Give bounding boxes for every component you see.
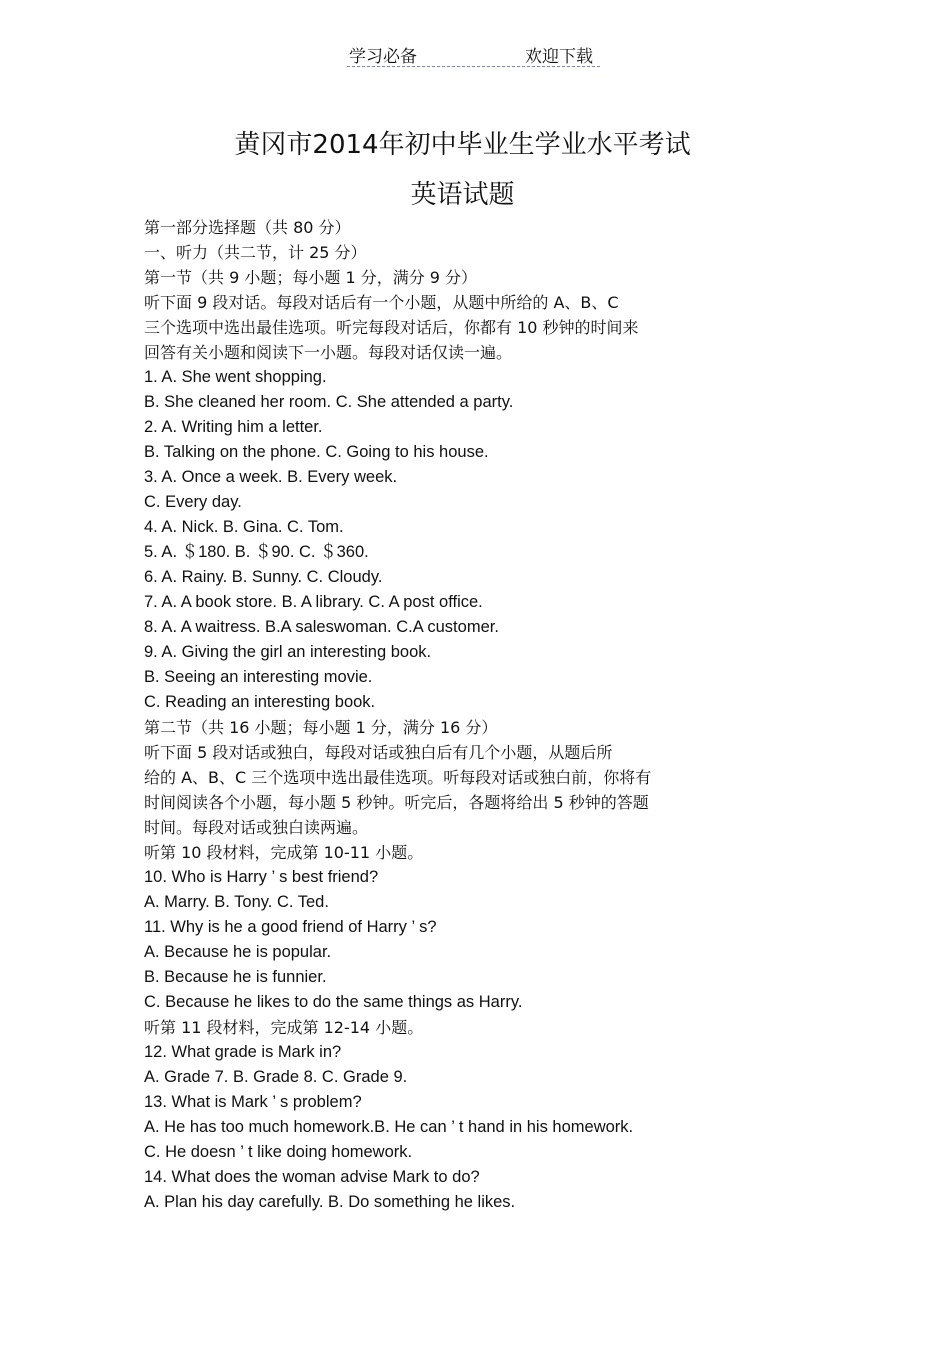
text-line: 12. What grade is Mark in? <box>144 1043 342 1061</box>
text-line: 3. A. Once a week. B. Every week. <box>144 468 398 486</box>
text-line: C. Every day. <box>144 493 242 511</box>
text-line: 回答有关小题和阅读下一小题。每段对话仅读一遍。 <box>144 343 513 362</box>
text-line: C. Reading an interesting book. <box>144 693 376 711</box>
text-line: 时间阅读各个小题，每小题 5 秒钟。听完后，各题将给出 5 秒钟的答题 <box>144 793 649 812</box>
text-line: 第一节（共 9 小题；每小题 1 分，满分 9 分） <box>144 268 478 287</box>
text-line: 9. A. Giving the girl an interesting book. <box>144 643 432 661</box>
text-line: 14. What does the woman advise Mark to do? <box>144 1168 480 1186</box>
text-line: 10. Who is Harry ’ s best friend? <box>144 868 379 886</box>
text-line: 给的 A、B、C 三个选项中选出最佳选项。听每段对话或独白前，你将有 <box>144 768 652 787</box>
text-line: 第一部分选择题（共 80 分） <box>144 218 351 237</box>
text-line: A. Marry. B. Tony. C. Ted. <box>144 893 329 911</box>
text-line: 4. A. Nick. B. Gina. C. Tom. <box>144 518 344 536</box>
exam-subtitle: 英语试题 <box>410 180 515 210</box>
exam-content <box>144 215 764 1215</box>
text-line: A. He has too much homework.B. He can ’ t hand in his homework. <box>144 1118 634 1136</box>
text-line: 6. A. Rainy. B. Sunny. C. Cloudy. <box>144 568 383 586</box>
text-line: 听第 10 段材料，完成第 10-11 小题。 <box>144 843 424 862</box>
text-line: 8. A. A waitress. B.A saleswoman. C.A customer. <box>144 618 499 636</box>
text-line: 11. Why is he a good friend of Harry ’ s? <box>144 918 437 936</box>
exam-title: 黄冈市2014年初中毕业生学业水平考试 <box>234 130 691 160</box>
text-line: 5. A. ＄180. B. ＄90. C. ＄360. <box>144 543 369 561</box>
text-line: A. Because he is popular. <box>144 943 332 961</box>
text-line: C. Because he likes to do the same things as Harry. <box>144 993 523 1011</box>
text-line: 7. A. A book store. B. A library. C. A post office. <box>144 593 483 611</box>
text-line: B. Talking on the phone. C. Going to his house. <box>144 443 489 461</box>
text-line: B. Because he is funnier. <box>144 968 327 986</box>
text-line: 一、听力（共二节，计 25 分） <box>144 243 367 262</box>
text-line: 听下面 9 段对话。每段对话后有一个小题，从题中所给的 A、B、C <box>144 293 619 312</box>
header-right-text: 欢迎下载 <box>525 47 593 67</box>
text-line: B. She cleaned her room. C. She attended a party. <box>144 393 514 411</box>
text-line: 听下面 5 段对话或独白，每段对话或独白后有几个小题，从题后所 <box>144 743 613 762</box>
text-line: 听第 11 段材料，完成第 12-14 小题。 <box>144 1018 424 1037</box>
page-header <box>347 40 600 67</box>
text-line: 三个选项中选出最佳选项。听完每段对话后，你都有 10 秒钟的时间来 <box>144 318 639 337</box>
header-left-text: 学习必备 <box>349 47 417 67</box>
text-line: 13. What is Mark ’ s problem? <box>144 1093 362 1111</box>
text-line: 2. A. Writing him a letter. <box>144 418 323 436</box>
text-line: 时间。每段对话或独白读两遍。 <box>144 818 369 837</box>
text-line: 1. A. She went shopping. <box>144 368 327 386</box>
text-line: A. Plan his day carefully. B. Do something he likes. <box>144 1193 516 1211</box>
text-line: 第二节（共 16 小题；每小题 1 分，满分 16 分） <box>144 718 498 737</box>
text-line: A. Grade 7. B. Grade 8. C. Grade 9. <box>144 1068 408 1086</box>
text-line: C. He doesn ’ t like doing homework. <box>144 1143 413 1161</box>
text-line: B. Seeing an interesting movie. <box>144 668 373 686</box>
